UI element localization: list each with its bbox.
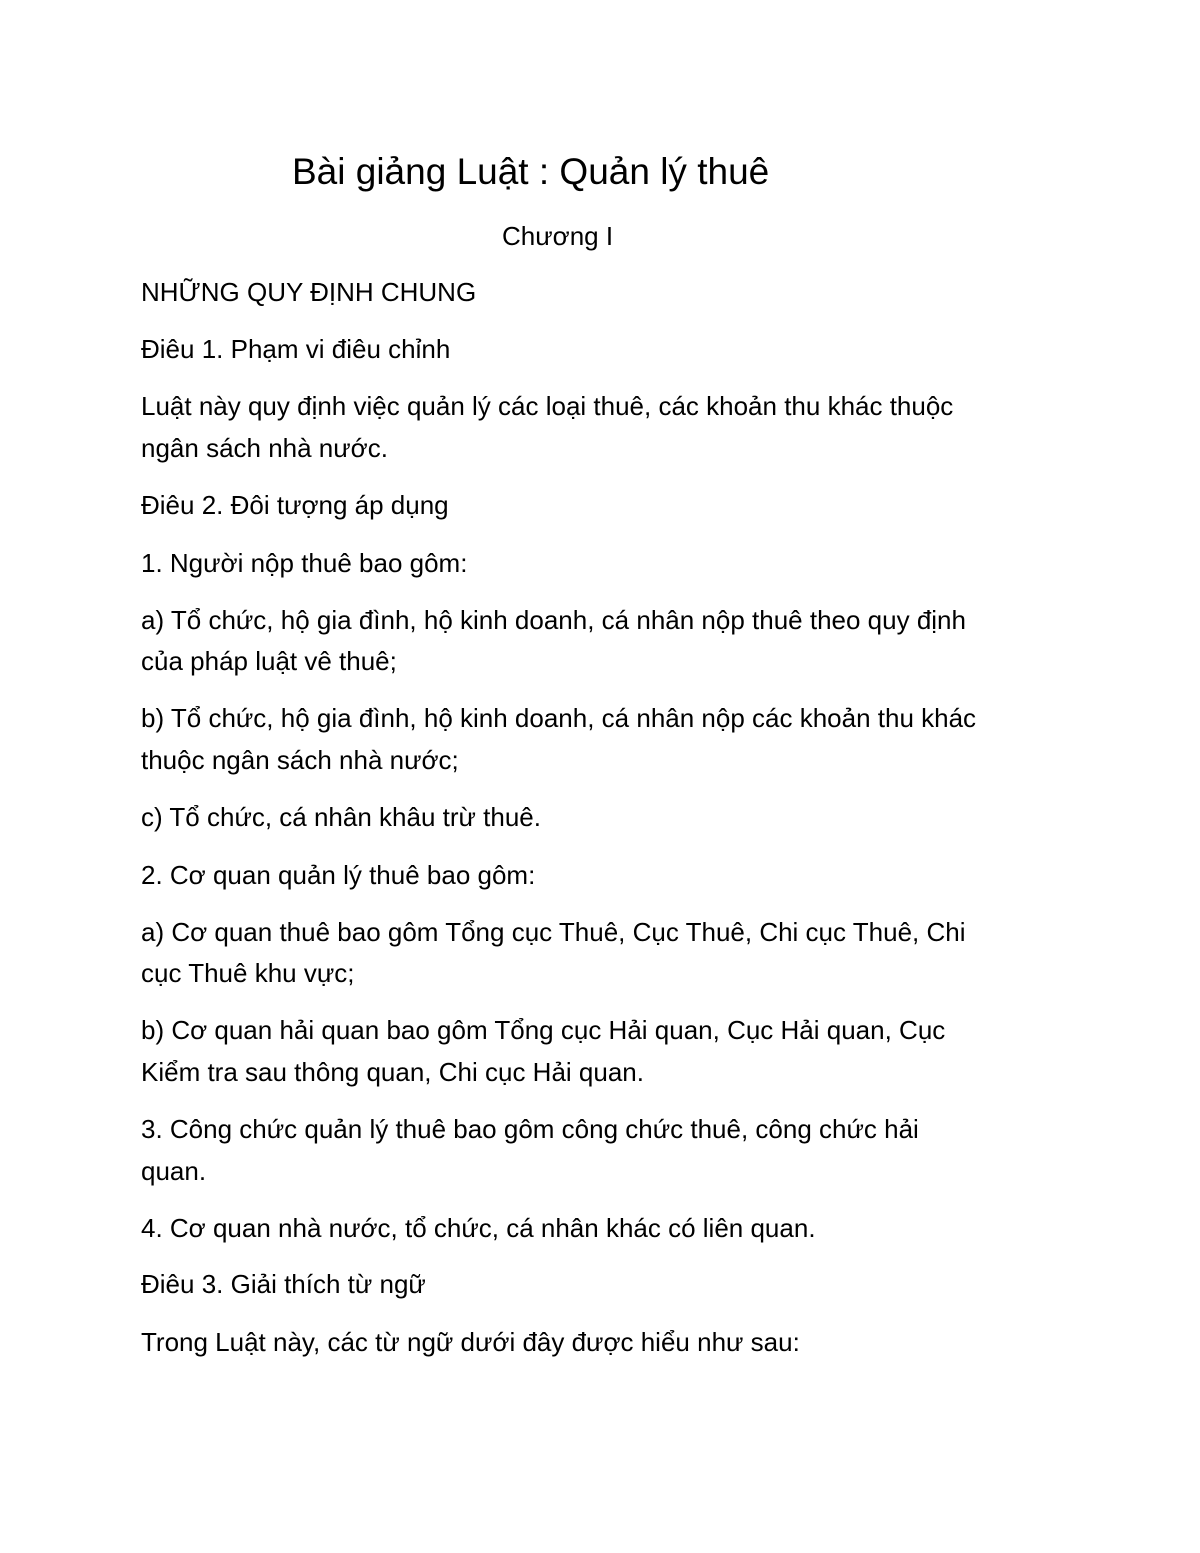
paragraph-line: 4. Cơ quan nhà nước, tổ chức, cá nhân khác có liên quan. <box>141 1213 816 1243</box>
article-1-heading: Điêu 1. Phạm vi điêu chỉnh <box>141 334 451 364</box>
section-heading: NHỮNG QUY ĐỊNH CHUNG <box>141 277 477 307</box>
paragraph-line: a) Cơ quan thuê bao gôm Tổng cục Thuê, Cục Thuê, Chi cục Thuê, Chi <box>141 917 966 947</box>
paragraph-line: 3. Công chức quản lý thuê bao gôm công chức thuê, công chức hải <box>141 1114 919 1144</box>
article-2-heading: Điêu 2. Đôi tượng áp dụng <box>141 490 449 520</box>
paragraph-line: b) Tổ chức, hộ gia đình, hộ kinh doanh, cá nhân nộp các khoản thu khác <box>141 703 977 733</box>
paragraph-line: Trong Luật này, các từ ngữ dưới đây được hiểu như sau: <box>141 1327 800 1357</box>
chapter-label: Chương I <box>502 221 614 251</box>
paragraph-line: của pháp luật vê thuê; <box>141 646 397 676</box>
paragraph-line: cục Thuê khu vực; <box>141 958 355 988</box>
article-3-heading: Điêu 3. Giải thích từ ngữ <box>141 1269 426 1299</box>
paragraph-line: ngân sách nhà nước. <box>141 433 388 463</box>
paragraph-line: 1. Người nộp thuê bao gôm: <box>141 548 468 578</box>
paragraph-line: a) Tổ chức, hộ gia đình, hộ kinh doanh, cá nhân nộp thuê theo quy định <box>141 605 966 635</box>
paragraph-line: Luật này quy định việc quản lý các loại thuê, các khoản thu khác thuộc <box>141 391 954 421</box>
paragraph-line: Kiểm tra sau thông quan, Chi cục Hải quan. <box>141 1057 644 1087</box>
paragraph-line: 2. Cơ quan quản lý thuê bao gôm: <box>141 860 536 890</box>
paragraph-line: quan. <box>141 1156 207 1186</box>
paragraph-line: b) Cơ quan hải quan bao gôm Tổng cục Hải quan, Cục Hải quan, Cục <box>141 1015 946 1045</box>
paragraph-line: c) Tổ chức, cá nhân khâu trừ thuê. <box>141 802 541 832</box>
paragraph-line: thuộc ngân sách nhà nước; <box>141 745 459 775</box>
document-title: Bài giảng Luật : Quản lý thuê <box>292 151 770 192</box>
